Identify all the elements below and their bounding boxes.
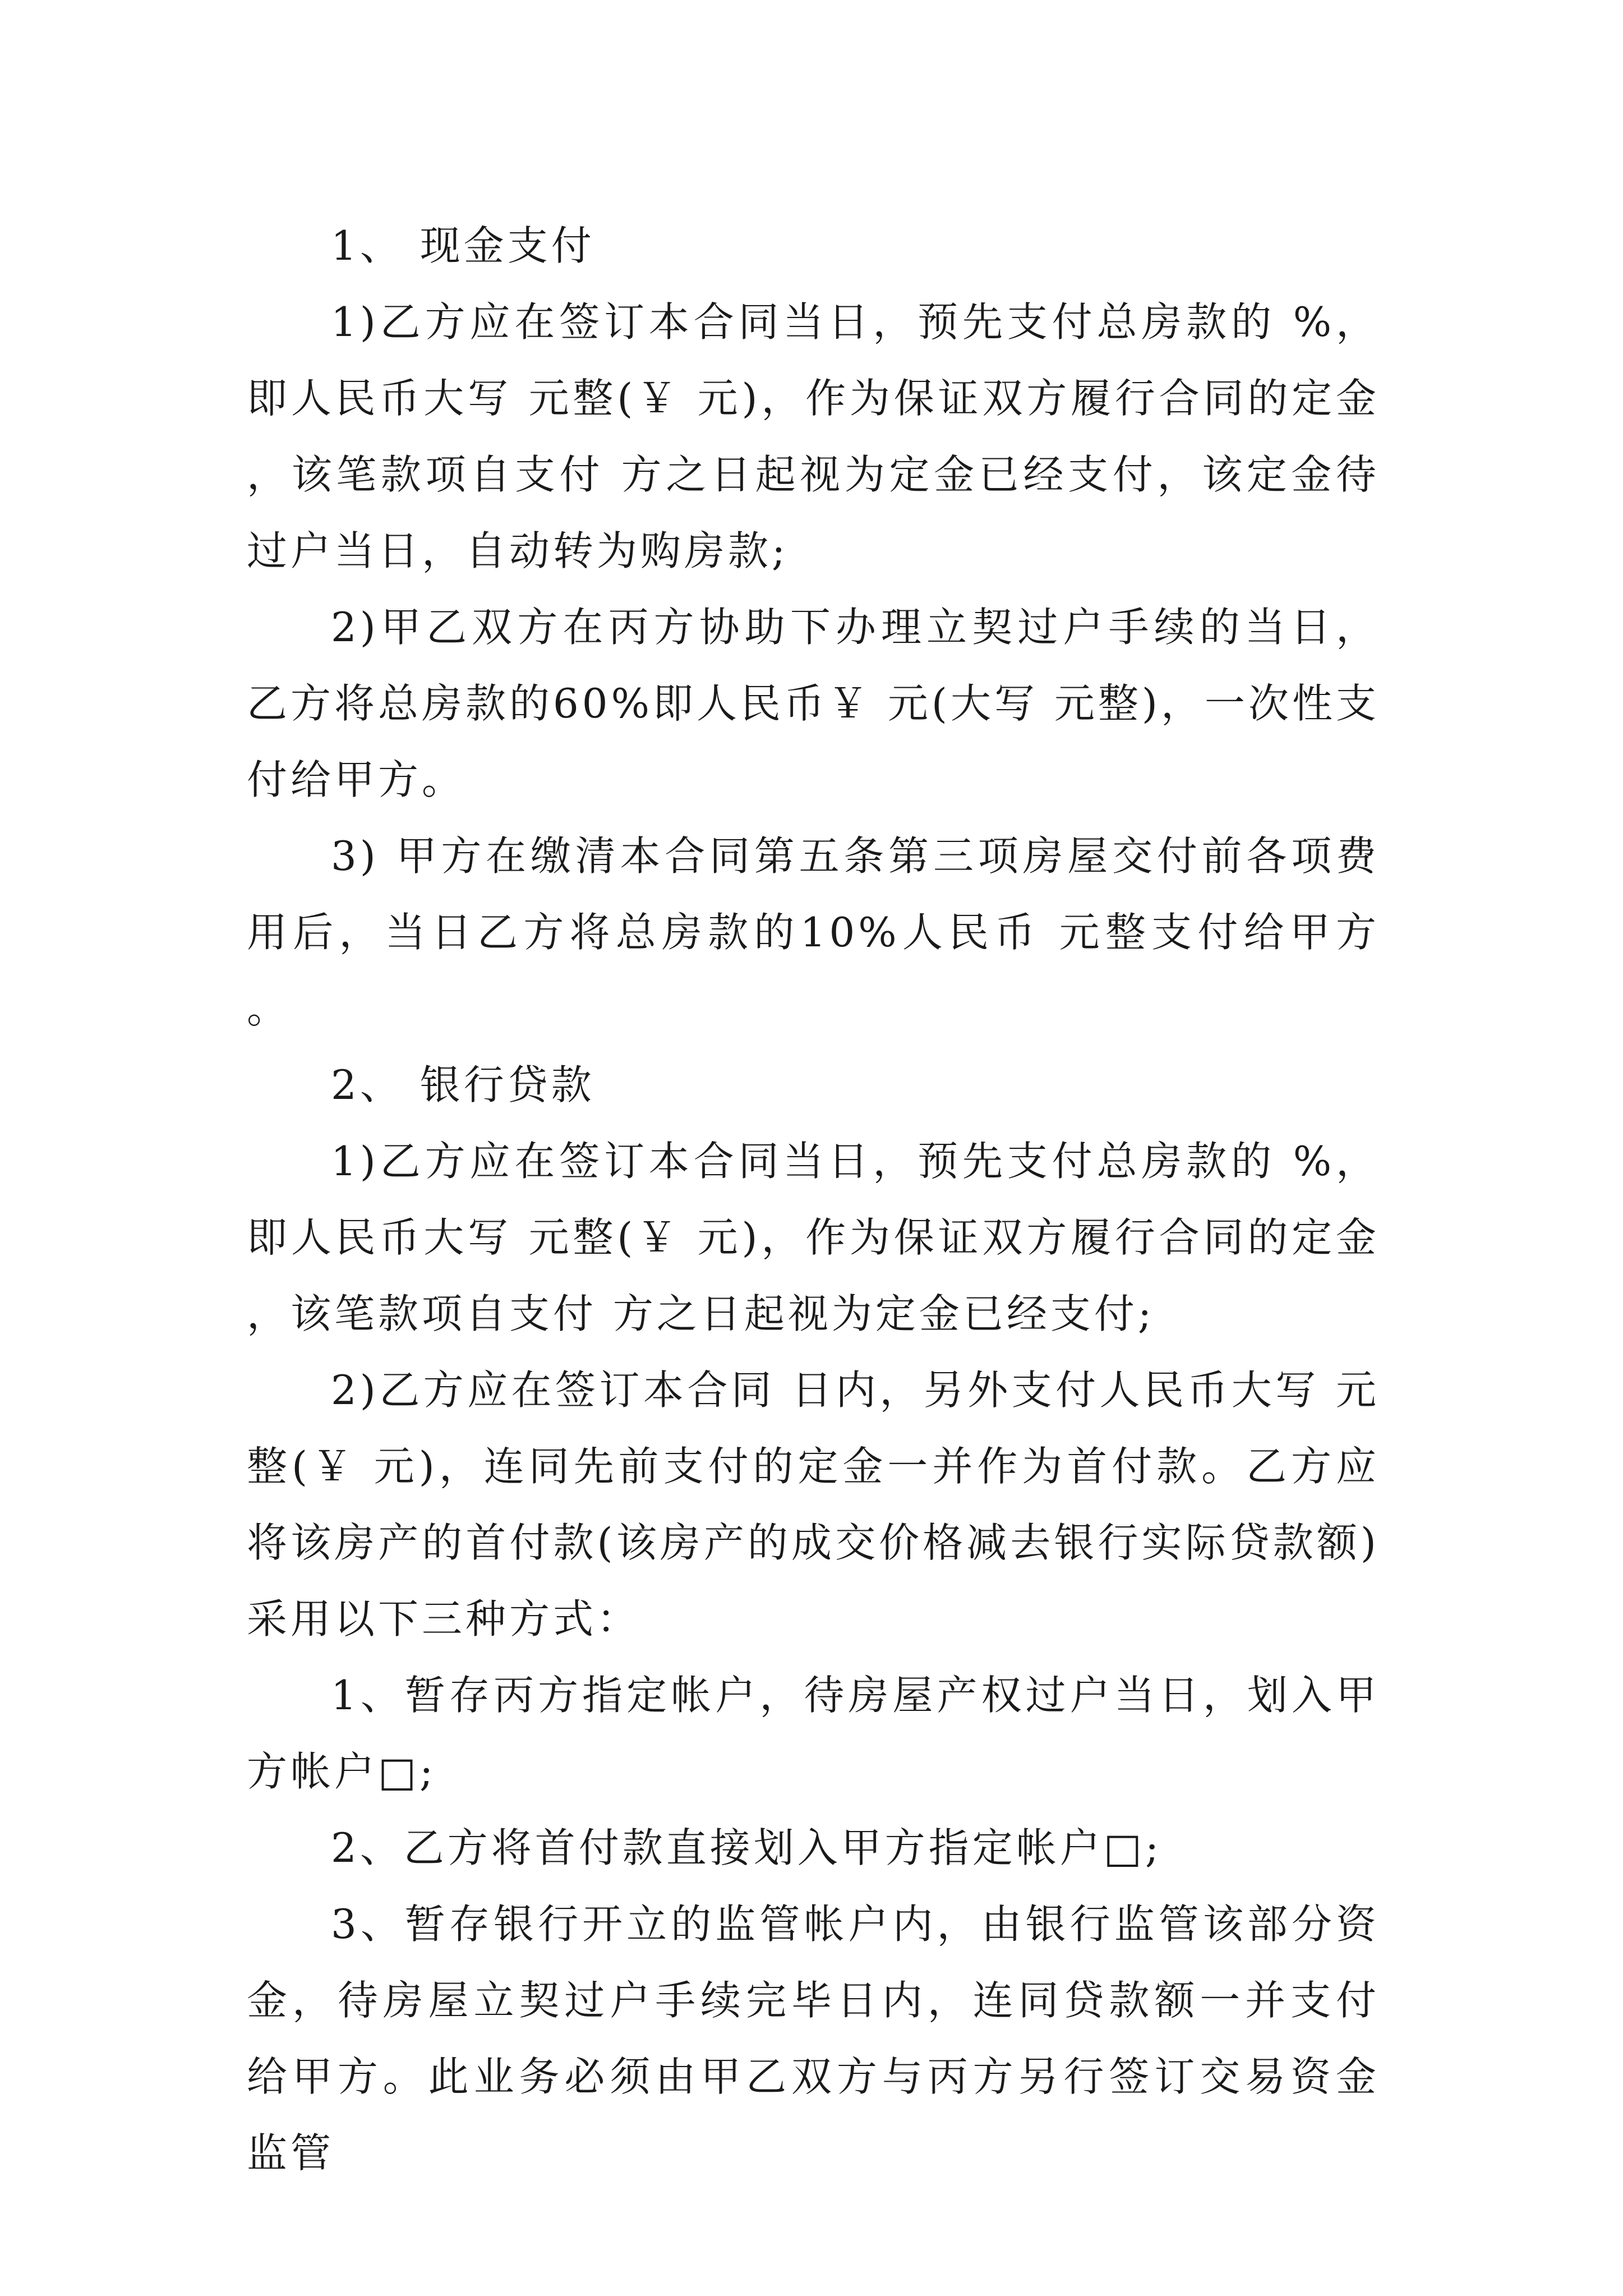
paragraph-loan-down-payment: 2)乙方应在签订本合同 日内，另外支付人民币大写 元整(￥ 元)，连同先前支付的定金一并作为首付款。乙方应将该房产的首付款(该房产的成交价格减去银行实际贷款额)采用以下三种方式： xyxy=(247,1366,1380,1642)
document-body xyxy=(247,208,1380,2191)
paragraph-cash-deposit: 1)乙方应在签订本合同当日，预先支付总房款的 %，即人民币大写 元整(￥ 元)，作为保证双方履行合同的定金，该笔款项自支付 方之日起视为定金已经支付，该定金待过户当日，自动转为购房款; xyxy=(247,298,1380,574)
list-item-option-1: 1、暂存丙方指定帐户，待房屋产权过户当日，划入甲方帐户□; xyxy=(247,1672,1380,1795)
heading-cash-payment: 1、 现金支付 xyxy=(331,222,595,269)
heading-bank-loan: 2、 银行贷款 xyxy=(331,1061,595,1108)
paragraph-loan-deposit: 1)乙方应在签订本合同当日，预先支付总房款的 %，即人民币大写 元整(￥ 元)，作为保证双方履行合同的定金，该笔款项自支付 方之日起视为定金已经支付; xyxy=(247,1138,1380,1337)
paragraph-cash-final: 3) 甲方在缴清本合同第五条第三项房屋交付前各项费用后，当日乙方将总房款的10%人民币 元整支付给甲方 。 xyxy=(247,832,1380,1032)
paragraph-cash-transfer: 2)甲乙双方在丙方协助下办理立契过户手续的当日，乙方将总房款的60%即人民币￥ 元(大写 元整)，一次性支付给甲方。 xyxy=(247,604,1380,803)
list-item-option-2: 2、乙方将首付款直接划入甲方指定帐户□; xyxy=(331,1824,1163,1871)
list-item-option-3: 3、暂存银行开立的监管帐户内，由银行监管该部分资金，待房屋立契过户手续完毕日内，连同贷款额一并支付给甲方。此业务必须由甲乙双方与丙方另行签订交易资金监管 xyxy=(247,1901,1380,2177)
